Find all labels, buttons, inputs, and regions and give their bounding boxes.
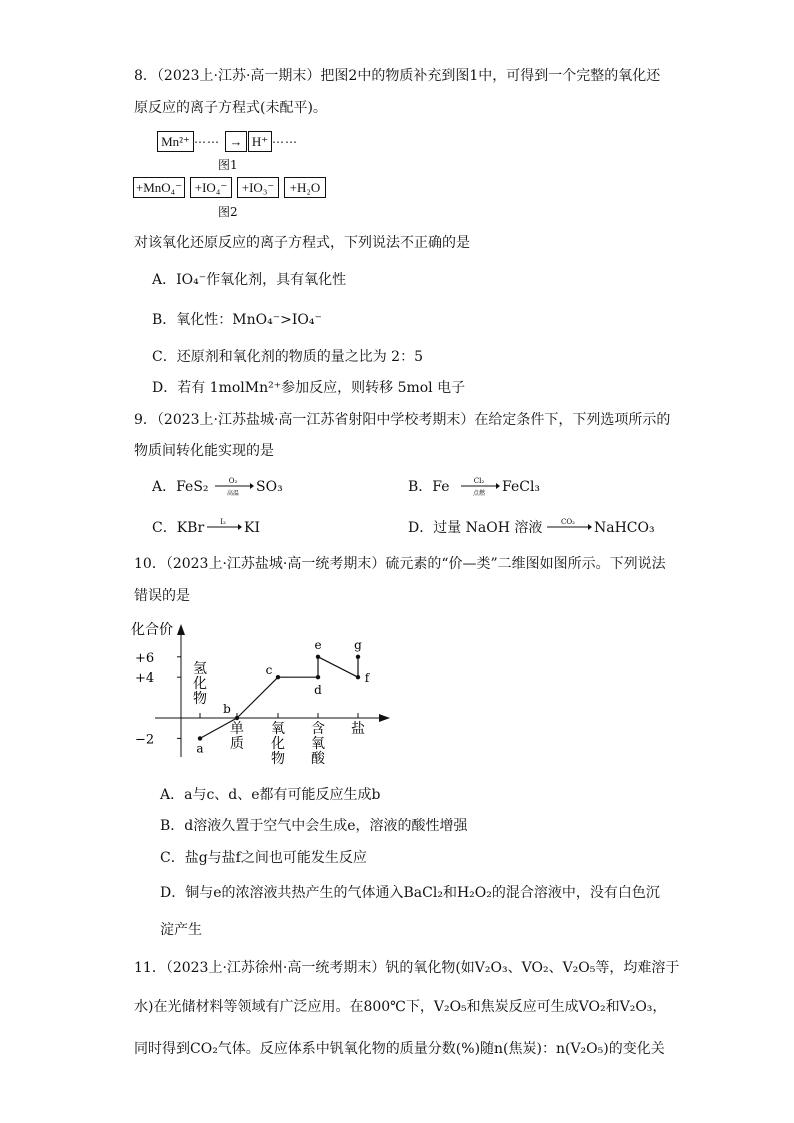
data-point xyxy=(316,655,320,659)
mn2-ion-box: Mn²⁺ xyxy=(157,131,194,152)
q9-c-reagent: I₂ xyxy=(220,518,226,526)
point-label-a: a xyxy=(196,741,204,756)
data-point xyxy=(356,655,360,659)
x-category-label: 氧 xyxy=(311,736,325,752)
y-tick-label: −2 xyxy=(135,732,155,748)
data-point xyxy=(316,675,320,679)
q9-b-arrow xyxy=(460,474,500,498)
x-axis-arrowhead xyxy=(379,714,390,722)
q9-a-reactant: A．FeS₂ xyxy=(152,479,209,495)
data-point xyxy=(276,675,280,679)
io3-box: +IO₃⁻ xyxy=(237,177,279,198)
x-category-label: 单 xyxy=(230,721,244,737)
q9-b-reagent: Cl₂ xyxy=(473,477,485,485)
q8-option-c: C．还原剂和氧化剂的物质的量之比为 2：5 xyxy=(152,349,423,365)
q11-line1: 11．（2023上·江苏徐州·高一统考期末）钒的氧化物(如V₂O₃、VO₂、V₂O₅等，均难溶于 xyxy=(134,960,680,976)
x-category-label: 含 xyxy=(311,721,325,737)
y-axis-title: 化合价 xyxy=(131,622,173,638)
q10-option-d-line2: 淀产生 xyxy=(160,922,202,938)
q9-c-reactant: C．KBr xyxy=(152,520,205,536)
point-label-c: c xyxy=(265,663,273,678)
q10-line1: 10．（2023上·江苏盐城·高一统考期末）硫元素的“价—类”二维图如图所示。下列说法 xyxy=(134,556,666,572)
q9-d-product: NaHCO₃ xyxy=(594,520,655,536)
q10-option-d-line1: D．铜与e的浓溶液共热产生的气体通入BaCl₂和H₂O₂的混合溶液中，没有白色沉 xyxy=(160,885,660,901)
q10-option-b: B．d溶液久置于空气中会生成e，溶液的酸性增强 xyxy=(160,818,468,834)
point-label-b: b xyxy=(223,702,231,716)
q10-line2: 错误的是 xyxy=(134,588,190,604)
q9-b-product: FeCl₃ xyxy=(502,479,541,495)
point-label-f: f xyxy=(364,671,370,686)
q9-line2: 物质间转化能实现的是 xyxy=(134,443,274,459)
x-category-label: 化 xyxy=(271,736,285,752)
figure2-caption: 图2 xyxy=(218,205,238,219)
reaction-arrow-box: → xyxy=(225,131,247,152)
q9-line1: 9．（2023上·江苏盐城·高一江苏省射阳中学校考期末）在给定条件下，下列选项所示的 xyxy=(134,412,671,428)
h-ion-box: H⁺ xyxy=(248,131,272,152)
x-category-label: 物 xyxy=(271,751,285,767)
q9-d-reactant: D．过量 NaOH 溶液 xyxy=(408,520,543,536)
point-label-g: g xyxy=(354,637,362,652)
x-category-label: 氧 xyxy=(271,721,285,737)
q8-line2: 原反应的离子方程式(未配平)。 xyxy=(134,100,327,116)
q11-line2: 水)在光储材料等领域有广泛应用。在800℃下，V₂O₅和焦炭反应可生成VO₂和V₂O₃， xyxy=(134,999,667,1015)
q10-option-c: C．盐g与盐f之间也可能发生反应 xyxy=(160,850,367,866)
q11-line3: 同时得到CO₂气体。反应体系中钒氧化物的质量分数(%)随n(焦炭)：n(V₂O₅)的变化关 xyxy=(134,1041,665,1057)
point-label-d: d xyxy=(314,683,322,698)
x-category-label: 质 xyxy=(230,736,244,752)
q9-d-reagent: CO₂ xyxy=(561,518,575,526)
q8-option-d: D．若有 1molMn²⁺参加反应，则转移 5mol 电子 xyxy=(152,380,466,396)
q8-stem: 对该氧化还原反应的离子方程式，下列说法不正确的是 xyxy=(134,235,470,251)
q9-a-product: SO₃ xyxy=(256,479,283,495)
sulfur-valence-chart xyxy=(125,615,400,775)
y-tick-label: +4 xyxy=(135,671,155,687)
y-axis-arrowhead xyxy=(177,624,185,635)
q9-c-product: KI xyxy=(244,520,260,536)
q8-option-b: B．氧化性：MnO₄⁻>IO₄⁻ xyxy=(152,312,322,328)
q8-option-a: A．IO₄⁻作氧化剂，具有氧化性 xyxy=(152,272,347,288)
figure1-caption: 图1 xyxy=(218,158,238,172)
data-point xyxy=(198,736,202,740)
q9-b-condition: 点燃 xyxy=(472,490,486,497)
fig1-ellipsis: …… xyxy=(194,132,220,146)
mno4-box: +MnO₄⁻ xyxy=(133,177,185,198)
q9-a-condition: 高温 xyxy=(226,490,240,497)
q9-d-arrow xyxy=(546,515,592,539)
q9-a-reagent: O₂ xyxy=(228,477,238,485)
point-label-e: e xyxy=(314,637,322,652)
x-category-label: 化 xyxy=(193,676,207,692)
q10-option-a: A．a与c、d、e都有可能反应生成b xyxy=(160,787,381,803)
x-category-label: 氢 xyxy=(193,661,207,677)
x-category-label: 物 xyxy=(193,691,207,707)
fig1-ellipsis-2: …… xyxy=(272,132,298,146)
chart-segment xyxy=(318,657,358,677)
q9-a-arrow xyxy=(214,474,254,498)
x-category-label: 酸 xyxy=(311,751,325,767)
data-point xyxy=(356,675,360,679)
q8-line1: 8．（2023上·江苏·高一期末）把图2中的物质补充到图1中，可得到一个完整的氧化还 xyxy=(134,68,661,84)
chart-segment xyxy=(237,677,278,718)
data-point xyxy=(235,716,239,720)
q9-b-reactant: B．Fe xyxy=(408,479,450,495)
io4-box: +IO₄⁻ xyxy=(190,177,232,198)
y-tick-label: +6 xyxy=(135,650,155,666)
q9-c-arrow xyxy=(206,515,242,539)
x-category-label: 盐 xyxy=(351,721,365,737)
h2o-box: +H₂O xyxy=(284,177,326,198)
